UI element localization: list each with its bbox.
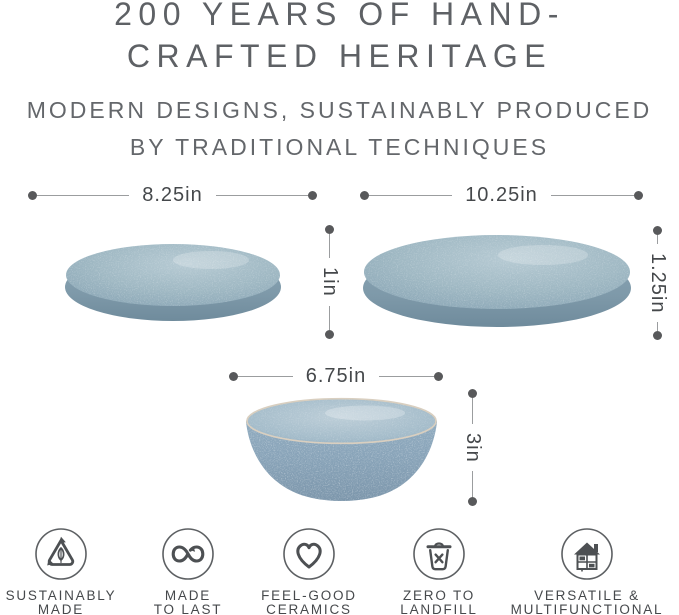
feature-label-line-1: ZERO TO [402,588,476,603]
dimension-dot [468,497,477,506]
dinner-plate-width-dimension [360,184,643,206]
dimension-line [37,195,129,196]
salad-plate-width-dimension [28,184,317,206]
page-subtitle [0,92,679,166]
salad-plate-height-dimension [319,225,341,339]
salad-plate-image [63,239,283,323]
feature-label-line-2: MADE [37,601,85,615]
feature-label [261,589,357,615]
feature-label-line-2: CERAMICS [266,601,352,615]
dinner-plate-image [361,231,633,329]
title-line-2: CRAFTED HERITAGE [126,38,553,74]
feature-versatile-multifunctional [499,527,675,615]
dimension-line [369,195,452,196]
bowl-height-dimension [462,389,484,506]
dimension-dot [308,191,317,200]
dinner-plate-width-label: 10.25in [465,184,538,206]
bowl-width-label: 6.75in [305,365,367,387]
page-title [0,0,679,77]
infinity-icon [161,527,215,581]
feature-label [511,589,664,615]
recycle-leaf-icon [34,527,88,581]
dimension-dot [634,191,643,200]
dimension-dot [468,389,477,398]
salad-plate-width-label: 8.25in [142,184,203,206]
dimension-line [216,195,308,196]
dimension-dot [653,331,662,340]
dimension-dot [434,372,443,381]
dimension-line [551,195,634,196]
feature-label [154,589,223,615]
house-icon [560,527,614,581]
feature-label-line-1: SUSTAINABLY [5,588,117,603]
dinner-plate-height-label: 1.25in [647,252,669,314]
dimension-line [379,376,434,377]
bowl-height-label: 3in [462,432,484,463]
feature-label [400,589,477,615]
dinner-plate-height-dimension [647,226,669,340]
dimension-dot [28,191,37,200]
feature-label-line-2: MULTIFUNCTIONAL [510,601,664,615]
dimension-line [329,234,330,258]
dimension-line [657,235,658,244]
feature-label-line-2: TO LAST [153,601,223,615]
trash-x-icon [412,527,466,581]
bowl-width-dimension [229,365,443,387]
dimension-line [472,471,473,497]
feature-label-line-1: MADE [164,588,212,603]
dimension-dot [325,225,334,234]
feature-label-line-2: LANDFILL [400,601,478,615]
feature-label-line-1: VERSATILE & [534,588,640,603]
subtitle-line-1: MODERN DESIGNS, SUSTAINABLY PRODUCED [26,97,653,123]
salad-plate-height-label: 1in [319,267,341,297]
dimension-dot [653,226,662,235]
feature-label-line-1: FEEL-GOOD [261,588,357,603]
dimension-line [329,306,330,330]
subtitle-line-2: BY TRADITIONAL TECHNIQUES [129,134,550,160]
dimension-line [657,322,658,331]
dimension-line [472,398,473,424]
dimension-dot [325,330,334,339]
dimension-line [238,376,293,377]
dimension-dot [360,191,369,200]
dimension-dot [229,372,238,381]
bowl-image [243,396,440,504]
heart-icon [282,527,336,581]
title-line-1: 200 YEARS OF HAND- [114,0,565,32]
